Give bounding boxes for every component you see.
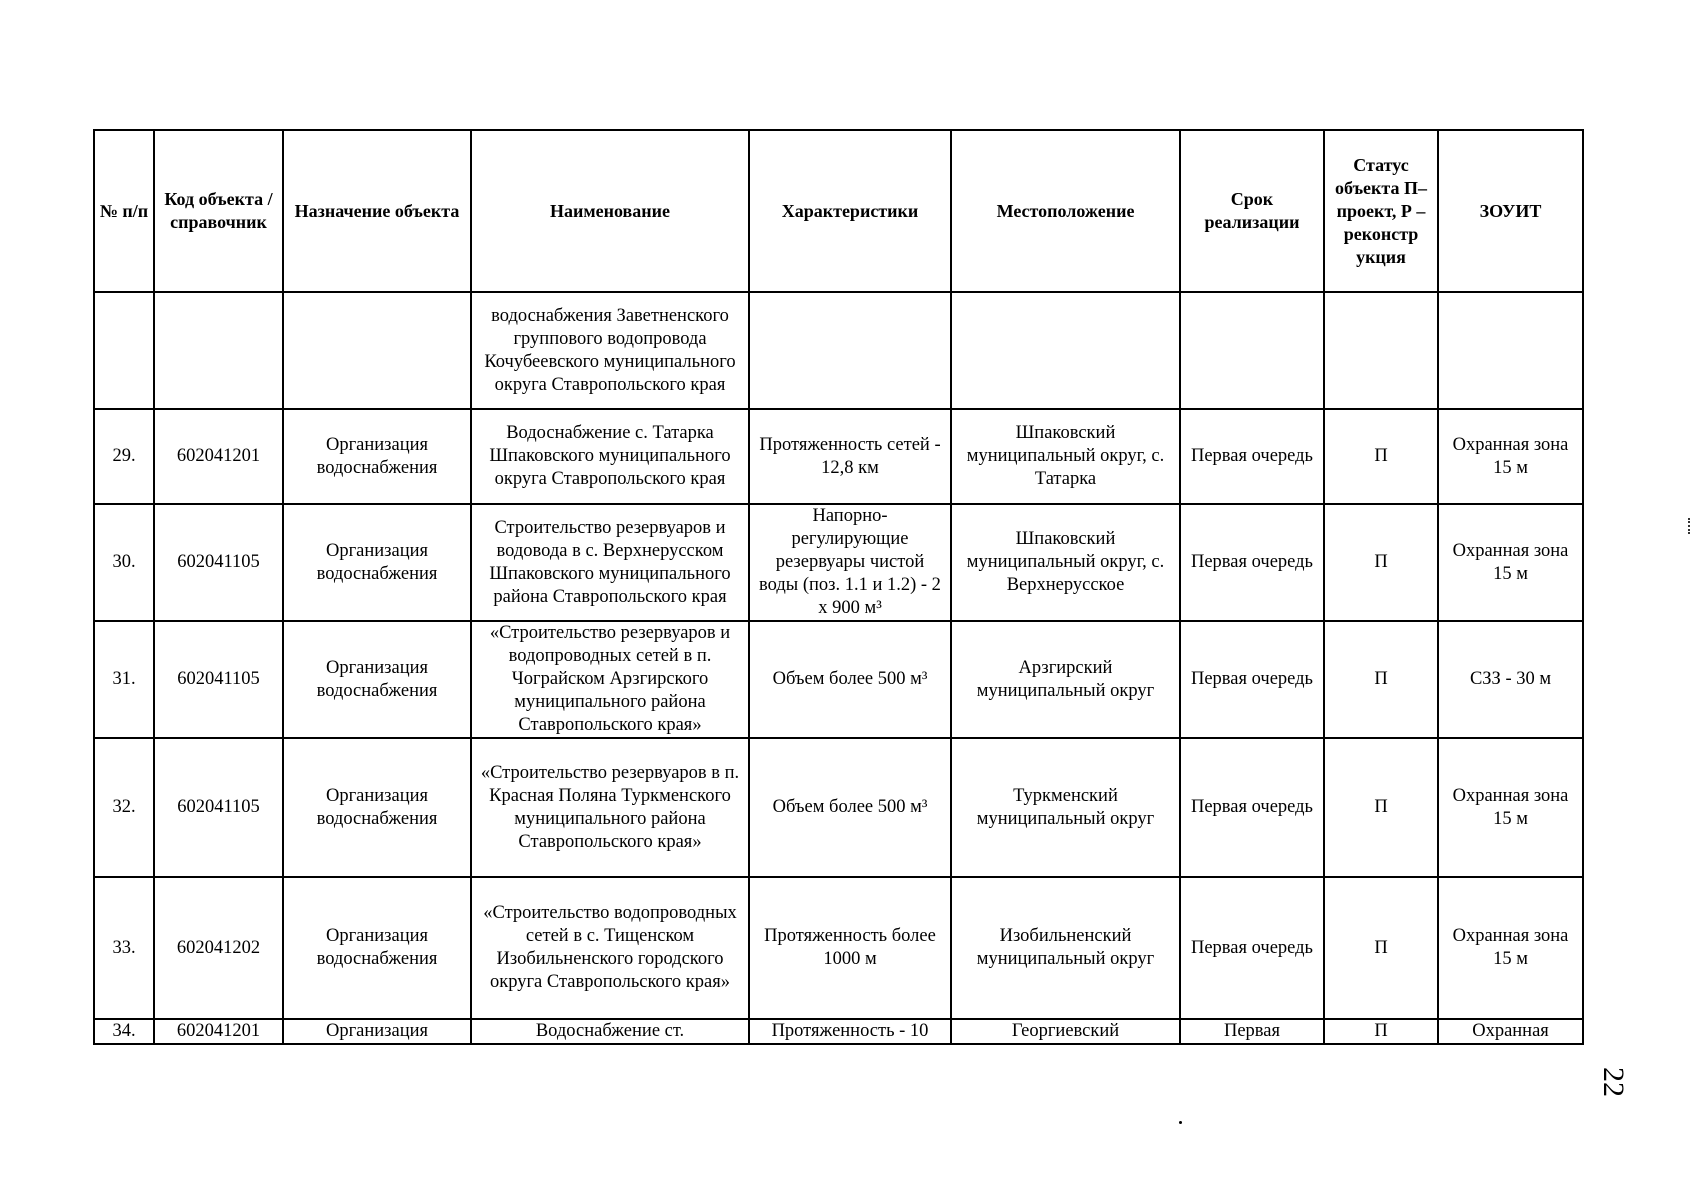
cell-name: Водоснабжение ст. <box>471 1019 749 1044</box>
header-zone: ЗОУИТ <box>1438 130 1583 292</box>
cell-code: 602041105 <box>154 504 283 621</box>
stray-dot <box>1179 1121 1182 1124</box>
cell-name: Строительство резервуаров и водовода в с. Верхнерусском Шпаковского муниципального района Ставропольского края <box>471 504 749 621</box>
cell-name: водоснабжения Заветненского группового водопровода Кочубеевского муниципального округа Ставропольского края <box>471 292 749 409</box>
cell-purpose: Организация водоснабжения <box>283 409 471 504</box>
header-name: Наименование <box>471 130 749 292</box>
cell-num: 33. <box>94 877 154 1019</box>
cell-num: 30. <box>94 504 154 621</box>
cell-location: Туркменский муниципальный округ <box>951 738 1180 877</box>
cell-term: Первая очередь <box>1180 504 1324 621</box>
cell-location: Арзгирский муниципальный округ <box>951 621 1180 738</box>
header-status: Статус объекта П– проект, Р – реконстр укция <box>1324 130 1438 292</box>
cell-status <box>1324 292 1438 409</box>
header-location: Местоположение <box>951 130 1180 292</box>
header-code: Код объекта / справочник <box>154 130 283 292</box>
page-number: 22 <box>1597 1067 1630 1097</box>
table-row <box>94 877 1583 1019</box>
cell-purpose <box>283 292 471 409</box>
cell-specs: Протяженность более 1000 м <box>749 877 951 1019</box>
cell-term <box>1180 292 1324 409</box>
table-row <box>94 504 1583 621</box>
cell-num <box>94 292 154 409</box>
cell-zone: СЗЗ - 30 м <box>1438 621 1583 738</box>
cell-purpose: Организация водоснабжения <box>283 621 471 738</box>
cell-name: Водоснабжение с. Татарка Шпаковского муниципального округа Ставропольского края <box>471 409 749 504</box>
cell-code: 602041201 <box>154 1019 283 1044</box>
cell-status: П <box>1324 504 1438 621</box>
cell-purpose: Организация водоснабжения <box>283 504 471 621</box>
cell-zone: Охранная зона 15 м <box>1438 877 1583 1019</box>
table-row <box>94 1019 1583 1044</box>
cell-num: 34. <box>94 1019 154 1044</box>
cell-term: Первая очередь <box>1180 621 1324 738</box>
cell-zone: Охранная зона 15 м <box>1438 504 1583 621</box>
table-row <box>94 409 1583 504</box>
cell-location: Шпаковский муниципальный округ, с. Верхнерусское <box>951 504 1180 621</box>
cell-location <box>951 292 1180 409</box>
cell-term: Первая очередь <box>1180 738 1324 877</box>
cell-location: Шпаковский муниципальный округ, с. Татарка <box>951 409 1180 504</box>
cell-purpose: Организация <box>283 1019 471 1044</box>
cell-name: «Строительство водопроводных сетей в с. Тищенском Изобильненского городского округа Ставропольского края» <box>471 877 749 1019</box>
header-purpose: Назначение объекта <box>283 130 471 292</box>
header-row <box>94 130 1583 292</box>
cell-specs: Объем более 500 м³ <box>749 621 951 738</box>
cell-num: 29. <box>94 409 154 504</box>
cell-code: 602041105 <box>154 621 283 738</box>
cell-location: Изобильненский муниципальный округ <box>951 877 1180 1019</box>
cell-purpose: Организация водоснабжения <box>283 738 471 877</box>
header-specs: Характеристики <box>749 130 951 292</box>
cell-specs: Напорно-регулирующие резервуары чистой воды (поз. 1.1 и 1.2) - 2 х 900 м³ <box>749 504 951 621</box>
cell-term: Первая очередь <box>1180 409 1324 504</box>
cell-specs: Объем более 500 м³ <box>749 738 951 877</box>
cell-code: 602041105 <box>154 738 283 877</box>
planned-objects-table <box>93 129 1584 1045</box>
cell-purpose: Организация водоснабжения <box>283 877 471 1019</box>
cell-name: «Строительство резервуаров и водопроводных сетей в п. Чограйском Арзгирского муниципального района Ставропольского края» <box>471 621 749 738</box>
cell-location: Георгиевский <box>951 1019 1180 1044</box>
cell-status: П <box>1324 409 1438 504</box>
cell-zone: Охранная зона 15 м <box>1438 409 1583 504</box>
cell-status: П <box>1324 1019 1438 1044</box>
cell-specs <box>749 292 951 409</box>
cell-specs: Протяженность - 10 <box>749 1019 951 1044</box>
cell-code: 602041201 <box>154 409 283 504</box>
edge-mark <box>1688 518 1692 534</box>
header-num: № п/п <box>94 130 154 292</box>
cell-zone <box>1438 292 1583 409</box>
cell-status: П <box>1324 621 1438 738</box>
table-row <box>94 621 1583 738</box>
cell-specs: Протяженность сетей - 12,8 км <box>749 409 951 504</box>
cell-code <box>154 292 283 409</box>
cell-zone: Охранная зона 15 м <box>1438 738 1583 877</box>
cell-status: П <box>1324 738 1438 877</box>
cell-num: 31. <box>94 621 154 738</box>
cell-code: 602041202 <box>154 877 283 1019</box>
cell-name: «Строительство резервуаров в п. Красная Поляна Туркменского муниципального района Ставропольского края» <box>471 738 749 877</box>
cell-num: 32. <box>94 738 154 877</box>
header-term: Срок реализации <box>1180 130 1324 292</box>
cell-term: Первая <box>1180 1019 1324 1044</box>
cell-term: Первая очередь <box>1180 877 1324 1019</box>
cell-status: П <box>1324 877 1438 1019</box>
cell-zone: Охранная <box>1438 1019 1583 1044</box>
table-row <box>94 292 1583 409</box>
table-row <box>94 738 1583 877</box>
